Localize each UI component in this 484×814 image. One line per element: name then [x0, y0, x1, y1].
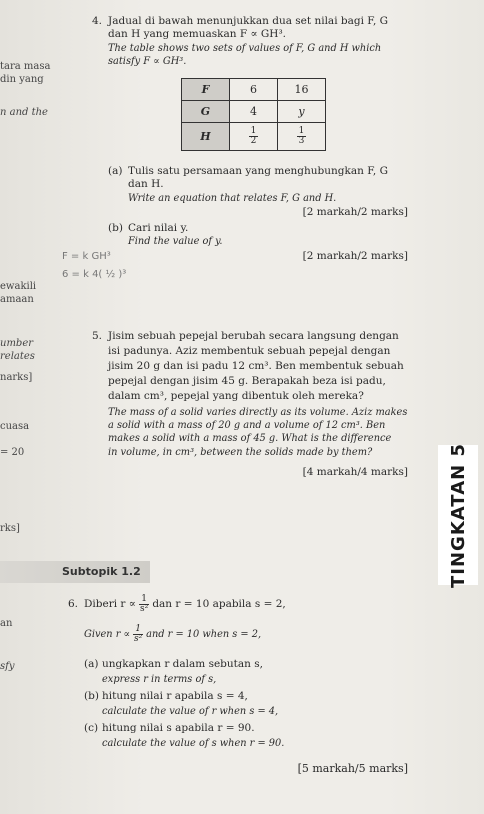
margin-text: tara masa: [0, 61, 51, 72]
handwritten-note: 6 = k 4( ½ )³: [62, 269, 127, 280]
q4b-label: (b): [108, 222, 123, 234]
q5-marks: [4 markah/4 marks]: [302, 466, 408, 478]
numerator: 1: [298, 126, 305, 136]
q4a-text2: dan H.: [128, 178, 164, 190]
table-header-f: F: [182, 79, 230, 101]
q6b-english: calculate the value of r when s = 4,: [102, 706, 279, 717]
table-header-g: G: [182, 101, 230, 123]
numerator: 1: [141, 593, 147, 604]
q6-line1-post: dan r = 10 apabila s = 2,: [152, 598, 286, 610]
margin-text: relates: [0, 351, 35, 362]
q5-english-line: in volume, in cm³, between the solids made by them?: [108, 447, 373, 458]
handwritten-note: F = k GH³: [62, 251, 111, 262]
fgh-table: [181, 78, 326, 151]
table-cell-fraction: [278, 123, 326, 151]
q4a-marks: [2 markah/2 marks]: [302, 206, 408, 218]
q5-english-line: a solid with a mass of 20 g and a volume of 12 cm³. Ben: [108, 420, 386, 431]
denominator: s²: [139, 603, 149, 614]
fraction: [297, 127, 307, 146]
q4b-english: Find the value of y.: [128, 236, 223, 247]
q4-line4: satisfy F ∝ GH³.: [108, 56, 187, 67]
q6c-label: (c): [84, 722, 99, 734]
numerator: 1: [135, 624, 142, 634]
table-row: [182, 123, 326, 151]
q6-number: 6.: [68, 598, 79, 610]
fraction: [249, 127, 259, 146]
denominator: 3: [298, 136, 305, 146]
q6-line1-pre: Diberi r ∝: [84, 598, 136, 610]
numerator: 1: [250, 126, 257, 136]
q4-line1: Jadual di bawah menunjukkan dua set nilai bagi F, G: [108, 15, 389, 27]
margin-text: din yang: [0, 74, 44, 85]
table-cell: y: [278, 101, 326, 123]
side-tab: [438, 442, 478, 588]
margin-text: = 20: [0, 447, 25, 458]
q5-number: 5.: [92, 330, 103, 342]
fraction: [139, 595, 149, 614]
margin-text: rks]: [0, 523, 20, 534]
margin-text: n and the: [0, 107, 48, 118]
denominator: s²: [134, 634, 143, 644]
side-tab-label: TINGKATAN 5: [447, 442, 469, 588]
denominator: 2: [250, 136, 257, 146]
q6-en-post: and r = 10 when s = 2,: [146, 629, 262, 640]
subtopic-bar: [0, 561, 150, 583]
q5-line: dalam cm³, pepejal yang dibentuk oleh mereka?: [108, 390, 364, 402]
q6a-label: (a): [84, 658, 99, 670]
q4b-marks: [2 markah/2 marks]: [302, 250, 408, 262]
q6a-text: ungkapkan r dalam sebutan s,: [102, 658, 263, 670]
q6b-label: (b): [84, 690, 99, 702]
q6b-text: hitung nilai r apabila s = 4,: [102, 690, 248, 702]
table-header-h: H: [182, 123, 230, 151]
table-cell: 4: [230, 101, 278, 123]
q4-line2: dan H yang memuaskan F ∝ GH³.: [108, 28, 287, 40]
table-cell-fraction: [230, 123, 278, 151]
q5-line: isi padunya. Aziz membentuk sebuah pepejal dengan: [108, 345, 391, 357]
q5-line: Jisim sebuah pepejal berubah secara langsung dengan: [108, 330, 399, 342]
q4a-english: Write an equation that relates F, G and H.: [128, 193, 337, 204]
q5-line: jisim 20 g dan isi padu 12 cm³. Ben membentuk sebuah: [108, 360, 404, 372]
q4b-text: Cari nilai y.: [128, 222, 189, 234]
q6-en-pre: Given r ∝: [84, 629, 131, 640]
q5-line: pepejal dengan jisim 45 g. Berapakah beza isi padu,: [108, 375, 386, 387]
q4-number: 4.: [92, 15, 103, 27]
table-row: [182, 101, 326, 123]
q6c-text: hitung nilai s apabila r = 90.: [102, 722, 255, 734]
q4a-text1: Tulis satu persamaan yang menghubungkan F, G: [128, 165, 388, 177]
margin-text: amaan: [0, 294, 34, 305]
q4a-label: (a): [108, 165, 123, 177]
table-row: [182, 79, 326, 101]
margin-text: umber: [0, 338, 34, 349]
q4-line3: The table shows two sets of values of F, G and H which: [108, 43, 382, 54]
margin-text: sfy: [0, 661, 15, 672]
q6-english: [84, 622, 261, 648]
margin-text: cuasa: [0, 421, 30, 432]
subtopic-label: Subtopik 1.2: [62, 565, 141, 578]
margin-text: ewakili: [0, 281, 37, 292]
q6c-english: calculate the value of s when r = 90.: [102, 738, 285, 749]
q6-line1: [84, 590, 286, 618]
margin-text: narks]: [0, 372, 33, 383]
margin-text: an: [0, 618, 13, 629]
table-cell: 6: [230, 79, 278, 101]
table-cell: 16: [278, 79, 326, 101]
q6-marks: [5 markah/5 marks]: [297, 762, 408, 775]
q5-english-line: makes a solid with a mass of 45 g. What is the difference: [108, 433, 392, 444]
q6a-english: express r in terms of s,: [102, 674, 217, 685]
fraction: [133, 625, 143, 644]
q5-english-line: The mass of a solid varies directly as its volume. Aziz makes: [108, 407, 408, 418]
